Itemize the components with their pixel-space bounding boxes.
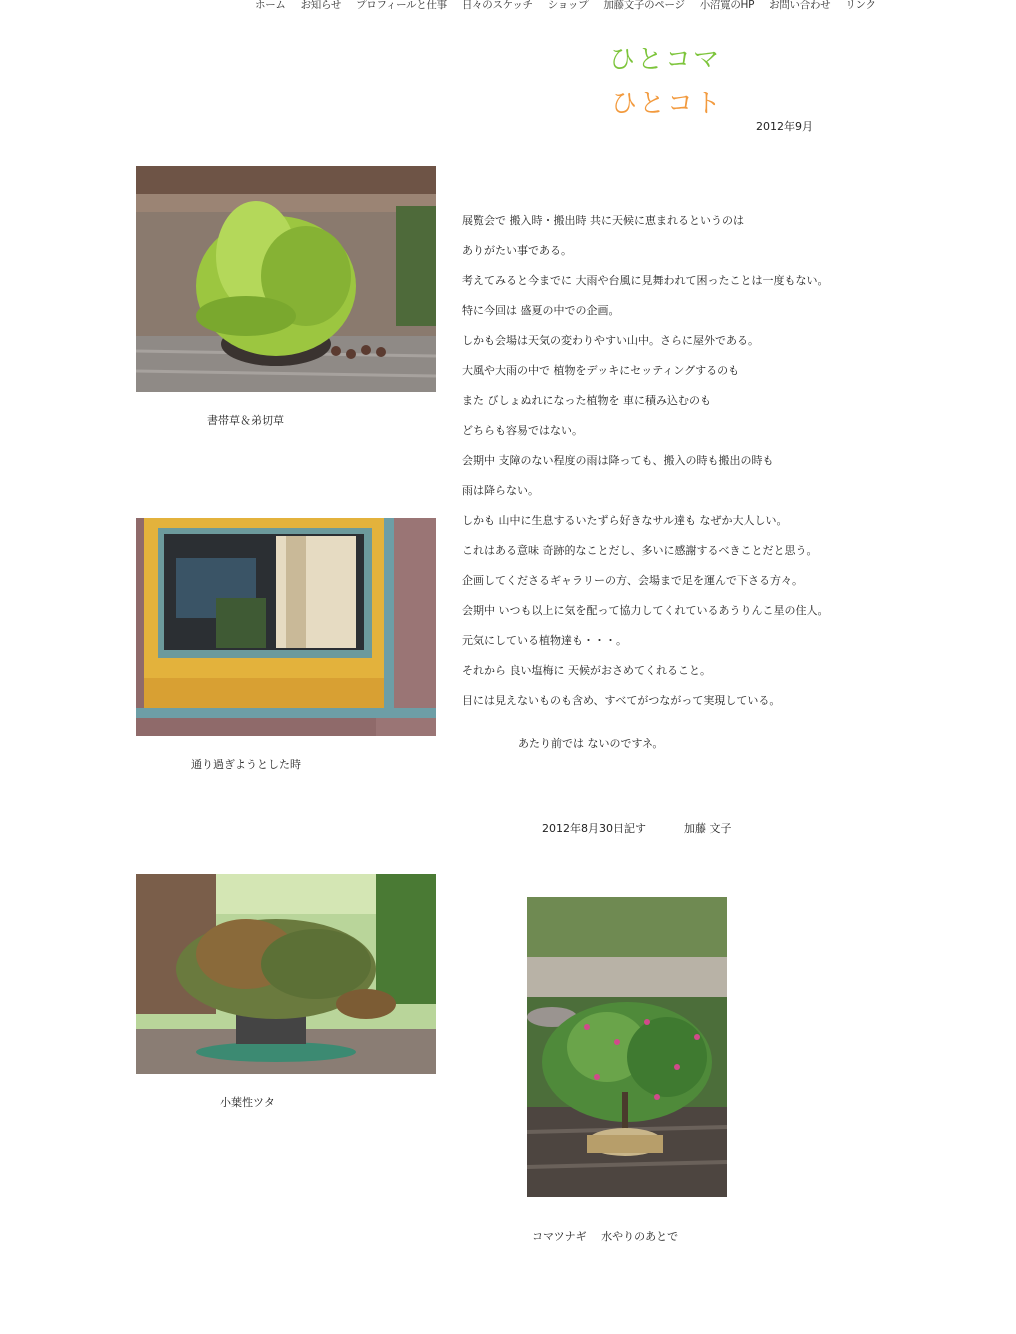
essay-line: 会期中 支障のない程度の雨は降っても、搬入の時も搬出の時も (462, 454, 774, 467)
nav-links[interactable]: リンク (845, 0, 876, 11)
photo-caption-grass: 書帯草＆弟切草 (207, 414, 284, 427)
essay-line: これはある意味 奇跡的なことだし、多いに感謝するべきことだと思う。 (462, 544, 818, 557)
essay-line: しかも 山中に生息するいたずら好きなサル達も なぜか大人しい。 (462, 514, 788, 527)
top-nav (255, 0, 891, 12)
page-logo (605, 38, 735, 122)
essay-line: 展覧会で 搬入時・搬出時 共に天候に恵まれるというのは (462, 214, 744, 227)
essay-line: 雨は降らない。 (462, 484, 539, 497)
essay-closing-line: あたり前では ないのですネ。 (518, 737, 664, 750)
essay-line: また びしょぬれになった植物を 車に積み込むのも (462, 394, 711, 407)
essay-body (462, 212, 882, 722)
photo-caption-window: 通り過ぎようとした時 (191, 758, 301, 771)
nav-sketch[interactable]: 日々のスケッチ (461, 0, 533, 11)
nav-fumiko-page[interactable]: 加藤文子のページ (603, 0, 685, 11)
photo-komatsunagi (527, 897, 727, 1197)
nav-news[interactable]: お知らせ (300, 0, 342, 11)
logo-line2: ひとコト (611, 89, 724, 119)
nav-profile[interactable]: プロフィールと仕事 (356, 0, 447, 11)
nav-shop[interactable]: ショップ (547, 0, 589, 11)
nav-home[interactable]: ホーム (255, 0, 286, 11)
essay-line: 特に今回は 盛夏の中での企画。 (462, 304, 620, 317)
essay-line: 大風や大雨の中で 植物をデッキにセッティングするのも (462, 364, 740, 377)
photo-caption-komatsunagi: コマツナギ 水やりのあとで (532, 1230, 679, 1243)
signature-date: 2012年8月30日記す (542, 822, 646, 835)
essay-line: 考えてみると今までに 大雨や台風に見舞われて困ったことは一度もない。 (462, 274, 829, 287)
logo-line1: ひとコマ (609, 45, 722, 75)
photo-ivy-pot (136, 874, 436, 1074)
signature-author: 加藤 文子 (684, 822, 732, 835)
essay-line: どちらも容易ではない。 (462, 424, 583, 437)
essay-line: それから 良い塩梅に 天候がおさめてくれること。 (462, 664, 711, 677)
nav-onuma-hp[interactable]: 小沼寛のHP (699, 0, 755, 11)
essay-line: 元気にしている植物達も・・・。 (462, 634, 627, 647)
essay-line: しかも会場は天気の変わりやすい山中。さらに屋外である。 (462, 334, 759, 347)
page-date: 2012年9月 (756, 120, 813, 133)
essay-signature (542, 820, 732, 836)
essay-line: 企画してくださるギャラリーの方、会場まで足を運んで下さる方々。 (462, 574, 803, 587)
nav-contact[interactable]: お問い合わせ (769, 0, 831, 11)
photo-caption-ivy: 小葉性ツタ (220, 1096, 275, 1109)
photo-grass-pot (136, 166, 436, 392)
essay-line: 目には見えないものも含め、すべてがつながって実現している。 (462, 694, 781, 707)
photo-window (136, 518, 436, 736)
essay-line: ありがたい事である。 (462, 244, 572, 257)
essay-line: 会期中 いつも以上に気を配って協力してくれているあうりんこ星の住人。 (462, 604, 829, 617)
